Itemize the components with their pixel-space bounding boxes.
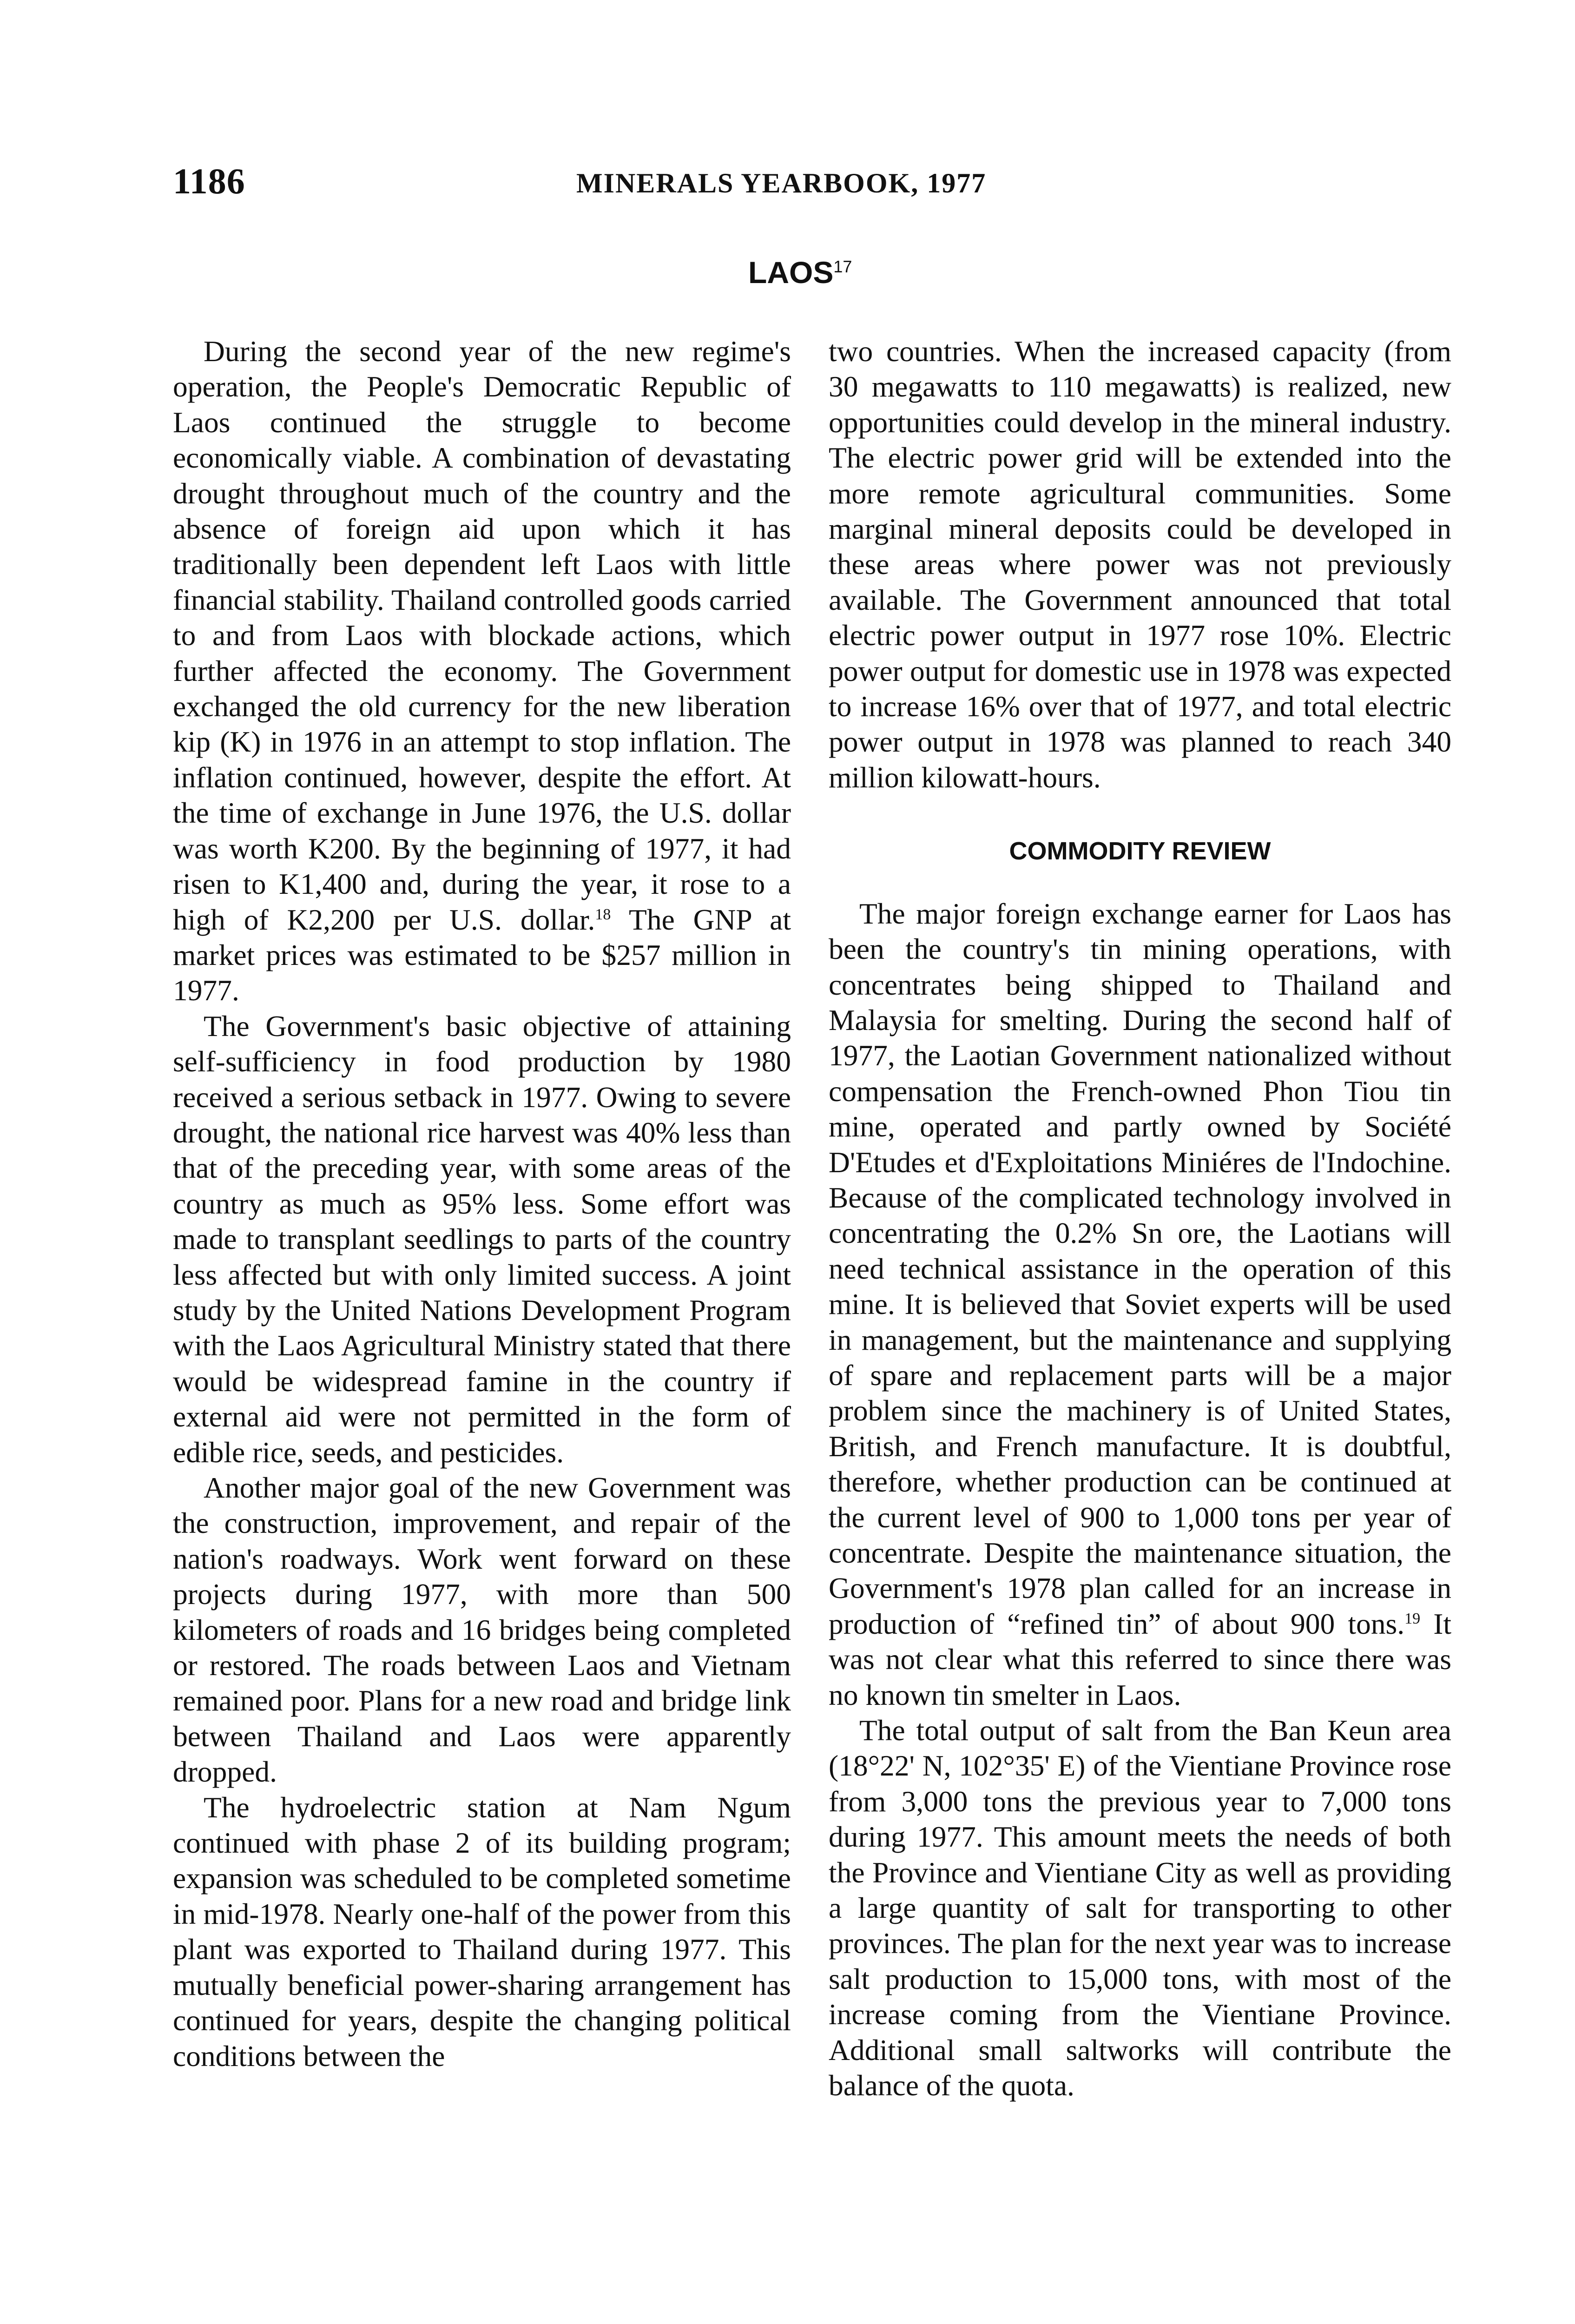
right-column [829,334,1451,2104]
article-title [748,255,852,290]
section-heading-commodity-review: COMMODITY REVIEW [1009,837,1271,865]
paragraph-hydroelectric: The hydroelectric station at Nam Ngum continued with phase 2 of its building program; expansion was scheduled to be completed sometime in mid-1978. Nearly one-half of the power from this plant was exported to Thailand during 1977. This mutually beneficial power-sharing arrangement has continued for years, despite the changing political conditions between the [173,1790,791,2073]
article-title-text: LAOS [748,255,834,290]
footnote-ref-19: 19 [1404,1610,1421,1627]
page-number: 1186 [173,161,245,201]
paragraph-tin-mining [829,896,1451,1713]
left-column [173,334,791,2074]
paragraph-food-production: The Government's basic objective of attaining self-sufficiency in food production by 1980 received a serious setback in 1977. Owing to severe drought, the national rice harvest was 40% less than that of the preceding year, with some areas of the country as much as 95% less. Some effort was made to transplant seedlings to parts of the country less affected but with only limited success. A joint study by the United Nations Development Program with the Laos Agricultural Ministry stated that there would be widespread famine in the country if external aid were not permitted in the form of edible rice, seeds, and pesticides. [173,1009,791,1469]
paragraph-tin-mining-text: The major foreign exchange earner for Laos has been the country's tin mining operations, with concentrates being shipped to Thailand and Malaysia for smelting. During the second half of 1977, the Laotian Government nationalized without compensation the French-owned Phon Tiou tin mine, operated and partly owned by Société D'Etudes et d'Exploitations Miniéres de l'Indochine. Because of the complicated technology involved in concentrating the 0.2% Sn ore, the Laotians will need technical assistance in the operation of this mine. It is believed that Soviet experts will be used in management, but the maintenance and supplying of spare and replacement parts will be a major problem since the machinery is of United States, British, and French manufacture. It is doubtful, therefore, whether production can be continued at the current level of 900 to 1,000 tons per year of concentrate. Despite the maintenance situation, the Government's 1978 plan called for an increase in production of “refined tin” of about 900 tons. [829,897,1451,1640]
running-title: MINERALS YEARBOOK, 1977 [576,168,987,198]
paragraph-economy-tail: The GNP at market prices was estimated to be $257 million in 1977. [173,903,791,1007]
paragraph-salt: The total output of salt from the Ban Keun area (18°22' N, 102°35' E) of the Vientiane Province rose from 3,000 tons the previous year to 7,000 tons during 1977. This amount meets the needs of both the Province and Vientiane City as well as providing a large quantity of salt for transporting to other provinces. The plan for the next year was to increase salt production to 15,000 tons, with most of the increase coming from the Vientiane Province. Additional small saltworks will contribute the balance of the quota. [829,1714,1451,2102]
paragraph-economy [173,334,791,1009]
paragraph-economy-text: During the second year of the new regime's operation, the People's Democratic Republic of Laos continued the struggle to become economically viable. A combination of devastating drought throughout much of the country and the absence of foreign aid upon which it has traditionally been dependent left Laos with little financial stability. Thailand controlled goods carried to and from Laos with blockade actions, which further affected the economy. The Government exchanged the old currency for the new liberation kip (K) in 1976 in an attempt to stop inflation. The inflation continued, however, despite the effort. At the time of exchange in June 1976, the U.S. dollar was worth K200. By the beginning of 1977, it had risen to K1,400 and, during the year, it rose to a high of K2,200 per U.S. dollar. [173,335,791,936]
paragraph-tin-mining-tail: It was not clear what this referred to since there was no known tin smelter in Laos. [829,1607,1451,1711]
footnote-ref-18: 18 [595,905,611,923]
title-footnote-ref: 17 [833,257,852,276]
paragraph-hydroelectric-continued: two countries. When the increased capacity (from 30 megawatts to 110 megawatts) is realized, new opportunities could develop in the mineral industry. The electric power grid will be extended into the more remote agricultural communities. Some marginal mineral deposits could be developed in these areas where power was not previously available. The Government announced that total electric power output in 1977 rose 10%. Electric power output for domestic use in 1978 was expected to increase 16% over that of 1977, and total electric power output in 1978 was planned to reach 340 million kilowatt-hours. [829,335,1451,794]
paragraph-roadways: Another major goal of the new Government was the construction, improvement, and repair of the nation's roadways. Work went forward on these projects during 1977, with more than 500 kilometers of roads and 16 bridges being completed or restored. The roads between Laos and Vietnam remained poor. Plans for a new road and bridge link between Thailand and Laos were apparently dropped. [173,1471,791,1789]
